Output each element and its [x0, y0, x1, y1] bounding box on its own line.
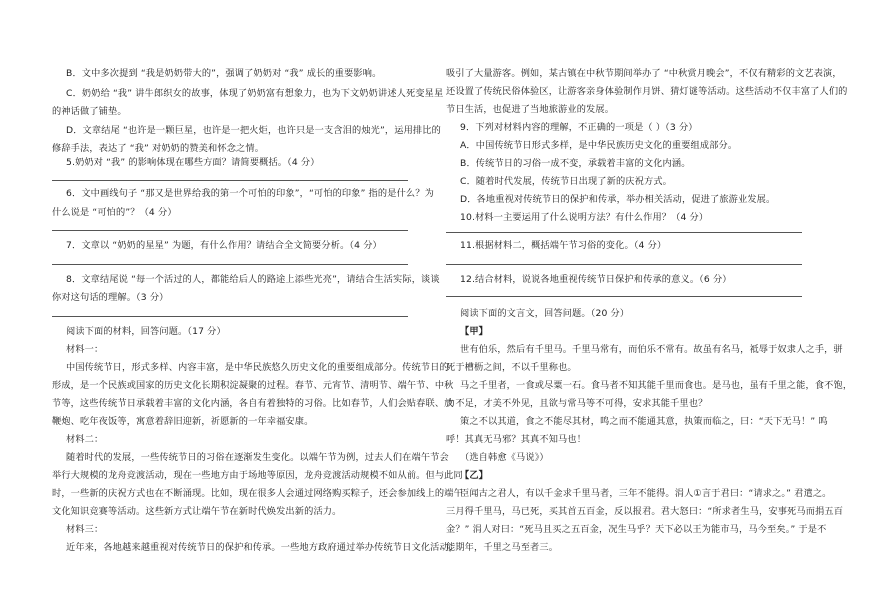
question-6-line1: 6．文中画线句子 “那又是世界给我的第一个可怕的印象”，“可怕的印象” 指的是什么？为 [66, 188, 434, 199]
answer-line [446, 232, 802, 233]
material-2-line: 随着时代的发展，一些传统节日的习俗在逐渐发生变化。以端午节为例，过去人们在端午节会 [66, 452, 449, 463]
answer-line [52, 316, 408, 317]
classical-reading-instructions: 阅读下面的文言文，回答问题。（20 分） [460, 308, 630, 319]
q9-option-a: A．中国传统节日形式多样，是中华民族历史文化的重要组成部分。 [460, 140, 738, 151]
question-10: 10.材料一主要运用了什么说明方法？有什么作用？（4 分） [460, 212, 709, 223]
passage-jia-line: 呼！其真无马邪？其真不知马也！ [446, 434, 587, 445]
passage-jia-line: 世有伯乐，然后有千里马。千里马常有，而伯乐不常有。故虽有名马，祗辱于奴隶人之手，骈 [460, 344, 843, 355]
question-7: 7．文章以 “奶奶的星星” 为题，有什么作用？请结合全文简要分析。（4 分） [66, 240, 382, 251]
material-1-title: 材料一： [66, 344, 104, 355]
answer-line [446, 264, 802, 265]
q9-option-c: C．随着时代发展，传统节日出现了新的庆祝方式。 [460, 176, 672, 187]
passage-jia-line: 死于槽枥之间，不以千里称也。 [446, 362, 577, 373]
material-3-line: 还设置了传统民俗体验区，让游客亲身体验制作月饼、猜灯谜等活动。这些活动不仅丰富了人们的 [446, 86, 848, 97]
section-yi-label: 【乙】 [460, 470, 489, 481]
material-3-line: 吸引了大量游客。例如，某古镇在中秋节期间举办了 “中秋赏月晚会”，不仅有精彩的文艺表演， [446, 68, 842, 79]
material-1-line: 节等，这些传统节日承载着丰富的文化内涵，各自有着独特的习俗。比如春节，人们会贴春联、放 [52, 398, 454, 409]
passage-jia-source: （选自韩愈《马说》） [460, 452, 549, 463]
question-5: 5.奶奶对 “我” 的影响体现在哪些方面？请简要概括。（4 分） [66, 157, 320, 168]
q9-option-d: D．各地重视对传统节日的保护和传承，举办相关活动，促进了旅游业发展。 [460, 194, 776, 205]
q4-option-b: B．文中多次提到 “我是奶奶带大的”，强调了奶奶对 “我” 成长的重要影响。 [66, 68, 382, 79]
q4-option-c-line1: C．奶奶给 “我” 讲牛郎织女的故事，体现了奶奶富有想象力，也为下文奶奶讲述人死变星星 [66, 88, 444, 99]
material-3-title: 材料三： [66, 524, 104, 535]
question-8-line1: 8．文章结尾说 “每一个活过的人，都能给后人的路途上添些光亮”，请结合生活实际，谈谈 [66, 274, 440, 285]
passage-yi-line: 臣闻古之君人，有以千金求千里马者，三年不能得。涓人①言于君曰：“请求之。” 君遣之。 [460, 488, 832, 499]
answer-line [446, 296, 802, 297]
material-3-line: 近年来，各地越来越重视对传统节日的保护和传承。一些地方政府通过举办传统节日文化活动， [66, 542, 459, 553]
answer-line [52, 264, 408, 265]
section-jia-label: 【甲】 [460, 326, 489, 337]
answer-line [52, 180, 408, 181]
passage-yi-line: 金？” 涓人对曰：“死马且买之五百金，况生马乎？天下必以王为能市马，马今至矣。” 于是不 [446, 524, 827, 535]
passage-jia-line: 马之千里者，一食或尽粟一石。食马者不知其能千里而食也。是马也，虽有千里之能，食不饱， [460, 380, 853, 391]
material-2-title: 材料二： [66, 434, 104, 445]
question-9: 9．下列对材料内容的理解，不正确的一项是（ ）（3 分） [460, 122, 698, 133]
material-3-line: 节日生活，也促进了当地旅游业的发展。 [446, 104, 615, 115]
material-2-line: 时，一些新的庆祝方式也在不断涌现。比如，现在很多人会通过网络购买粽子，还会参加线上的端午 [52, 488, 463, 499]
material-2-line: 文化知识竞赛等活动。这些新方式让端午节在新时代焕发出新的活力。 [52, 506, 342, 517]
q9-option-b: B．传统节日的习俗一成不变，承载着丰富的文化内涵。 [460, 158, 691, 169]
passage-jia-line: 力不足，才美不外见，且欲与常马等不可得，安求其能千里也？ [446, 398, 708, 409]
passage-yi-line: 三月得千里马，马已死，买其首五百金，反以报君。君大怒曰：“所求者生马，安事死马而捐五百 [446, 506, 844, 517]
material-1-line: 鞭炮、吃年夜饭等，寓意着辞旧迎新，祈愿新的一年幸福安康。 [52, 416, 314, 427]
q4-option-c-line2: 的神话做了铺垫。 [52, 106, 127, 117]
question-8-line2: 你对这句话的理解。（3 分） [52, 292, 169, 303]
passage-yi-line: 能期年，千里之马至者三。 [446, 542, 559, 553]
passage-jia-line: 策之不以其道，食之不能尽其材，鸣之而不能通其意，执策而临之，曰：“天下无马！” 呜 [460, 416, 828, 427]
material-2-line: 举行大规模的龙舟竞渡活动，现在一些地方由于场地等原因，龙舟竞渡活动规模不如从前。但与此同 [52, 470, 463, 481]
material-1-line: 形成，是一个民族或国家的历史文化长期积淀凝聚的过程。春节、元宵节、清明节、端午节、中秋 [52, 380, 454, 391]
q4-option-d-line2: 修辞手法，表达了 “我” 对奶奶的赞美和怀念之情。 [52, 143, 265, 154]
material-1-line: 中国传统节日，形式多样、内容丰富，是中华民族悠久历史文化的重要组成部分。传统节日的 [66, 362, 449, 373]
answer-line [52, 230, 408, 231]
q4-option-d-line1: D．文章结尾 “也许是一颗巨星，也许是一把火炬，也许只是一支含泪的烛光”，运用排比的 [66, 125, 441, 136]
reading-instructions: 阅读下面的材料，回答问题。（17 分） [66, 326, 226, 337]
question-12: 12.结合材料，说说各地重视传统节日保护和传承的意义。（6 分） [460, 274, 732, 285]
question-6-line2: 什么说是 “可怕的”？（4 分） [52, 207, 177, 218]
question-11: 11.根据材料二，概括端午节习俗的变化。（4 分） [460, 240, 667, 251]
